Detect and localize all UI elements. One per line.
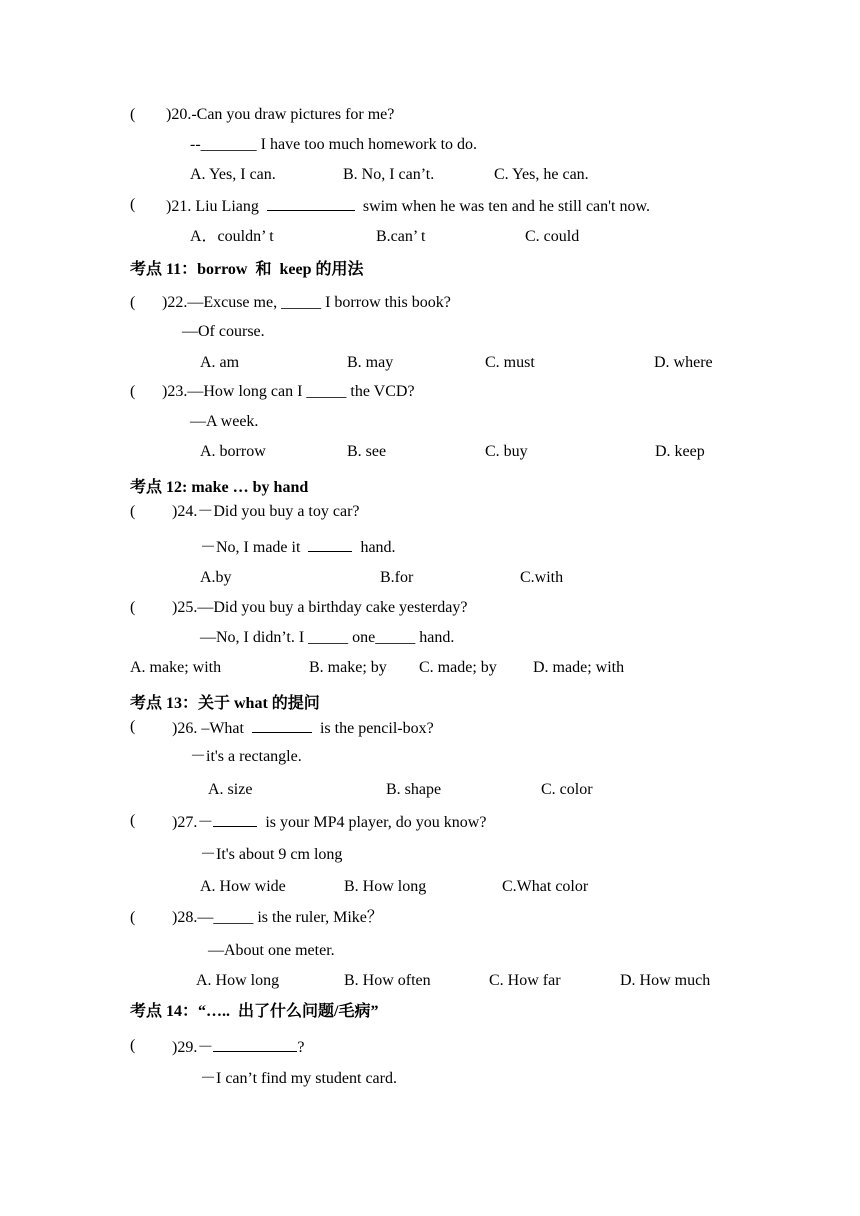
q26-stem [172,717,434,739]
q27-stem-pre: )27.－ [172,814,214,831]
q24-answer [200,536,396,558]
q29-paren: ( [130,1037,136,1054]
q23-stem: )23.—How long can I _____ the VCD? [162,383,415,400]
q27-option-b: B. How long [344,878,427,895]
q27-blank [213,811,257,827]
q27-option-c: C.What color [502,878,589,895]
q27-stem-post: is your MP4 player, do you know? [265,814,487,831]
q20-option-b: B. No, I can’t. [343,166,435,183]
q22-option-b: B. may [347,354,394,371]
q28-option-b: B. How often [344,972,431,989]
q25-option-c: C. made; by [419,659,497,676]
q25-paren: ( [130,599,136,616]
q29-stem-post: ? [297,1039,305,1056]
q26-stem-post: is the pencil-box? [319,720,434,737]
q24-answer-post: hand. [360,539,396,556]
q28-option-a: A. How long [196,972,280,989]
q21-option-c: C. could [525,228,580,245]
q28-option-c: C. How far [489,972,561,989]
q22-paren: ( [130,294,136,311]
q21-option-a: A．couldn’ t [190,228,274,245]
q26-answer: －it's a rectangle. [190,748,302,765]
q21-stem [166,195,650,217]
q20-stem: )20.-Can you draw pictures for me? [166,106,395,123]
q27-paren: ( [130,812,136,829]
q27-option-a: A. How wide [200,878,286,895]
q22-option-d: D. where [654,354,713,371]
q24-option-c: C.with [520,569,564,586]
q25-option-a: A. make; with [130,659,222,676]
q25-answer: —No, I didn’t. I _____ one_____ hand. [200,629,455,646]
q26-option-b: B. shape [386,781,442,798]
q29-answer: －I can’t find my student card. [200,1070,397,1087]
q25-option-d: D. made; with [533,659,625,676]
q24-answer-pre: －No, I made it [200,539,301,556]
q29-blank [213,1036,297,1052]
q26-blank [252,717,312,733]
heading-14: 考点 14：“….. 出了什么问题/毛病” [130,1003,379,1020]
q20-option-c: C. Yes, he can. [494,166,589,183]
q27-stem [172,811,486,833]
q22-option-a: A. am [200,354,240,371]
q28-stem: )28.—_____ is the ruler, Mike？ [172,909,383,926]
q29-stem [172,1036,304,1058]
q26-stem-pre: )26. –What [172,720,244,737]
q23-option-b: B. see [347,443,387,460]
q23-paren: ( [130,383,136,400]
q20-paren: ( [130,106,136,123]
q21-stem-post: swim when he was ten and he still can't now. [362,198,650,215]
q22-stem: )22.—Excuse me, _____ I borrow this book? [162,294,451,311]
q22-answer: —Of course. [182,323,265,340]
q21-option-b: B.can’ t [376,228,426,245]
q21-blank [267,195,355,211]
q21-stem-pre: )21. Liu Liang [166,198,259,215]
q21-paren: ( [130,196,136,213]
q26-option-c: C. color [541,781,593,798]
q24-option-b: B.for [380,569,414,586]
heading-13: 考点 13：关于 what 的提问 [130,695,320,712]
q20-option-a: A. Yes, I can. [190,166,276,183]
q25-stem: )25.—Did you buy a birthday cake yesterday? [172,599,468,616]
q23-option-c: C. buy [485,443,528,460]
q22-option-c: C. must [485,354,535,371]
q24-option-a: A.by [200,569,232,586]
q28-paren: ( [130,909,136,926]
heading-12: 考点 12: make … by hand [130,479,309,496]
heading-11: 考点 11：borrow 和 keep 的用法 [130,261,364,278]
q24-blank [308,536,352,552]
q24-paren: ( [130,503,136,520]
q28-option-d: D. How much [620,972,711,989]
q26-paren: ( [130,718,136,735]
q26-option-a: A. size [208,781,253,798]
q27-answer: －It's about 9 cm long [200,846,343,863]
q23-option-a: A. borrow [200,443,266,460]
q23-option-d: D. keep [655,443,705,460]
q25-option-b: B. make; by [309,659,387,676]
q28-answer: —About one meter. [208,942,335,959]
q24-stem: )24.－Did you buy a toy car? [172,503,360,520]
q23-answer: —A week. [190,413,259,430]
q20-answer: --_______ I have too much homework to do. [190,136,478,153]
q29-stem-pre: )29.－ [172,1039,214,1056]
